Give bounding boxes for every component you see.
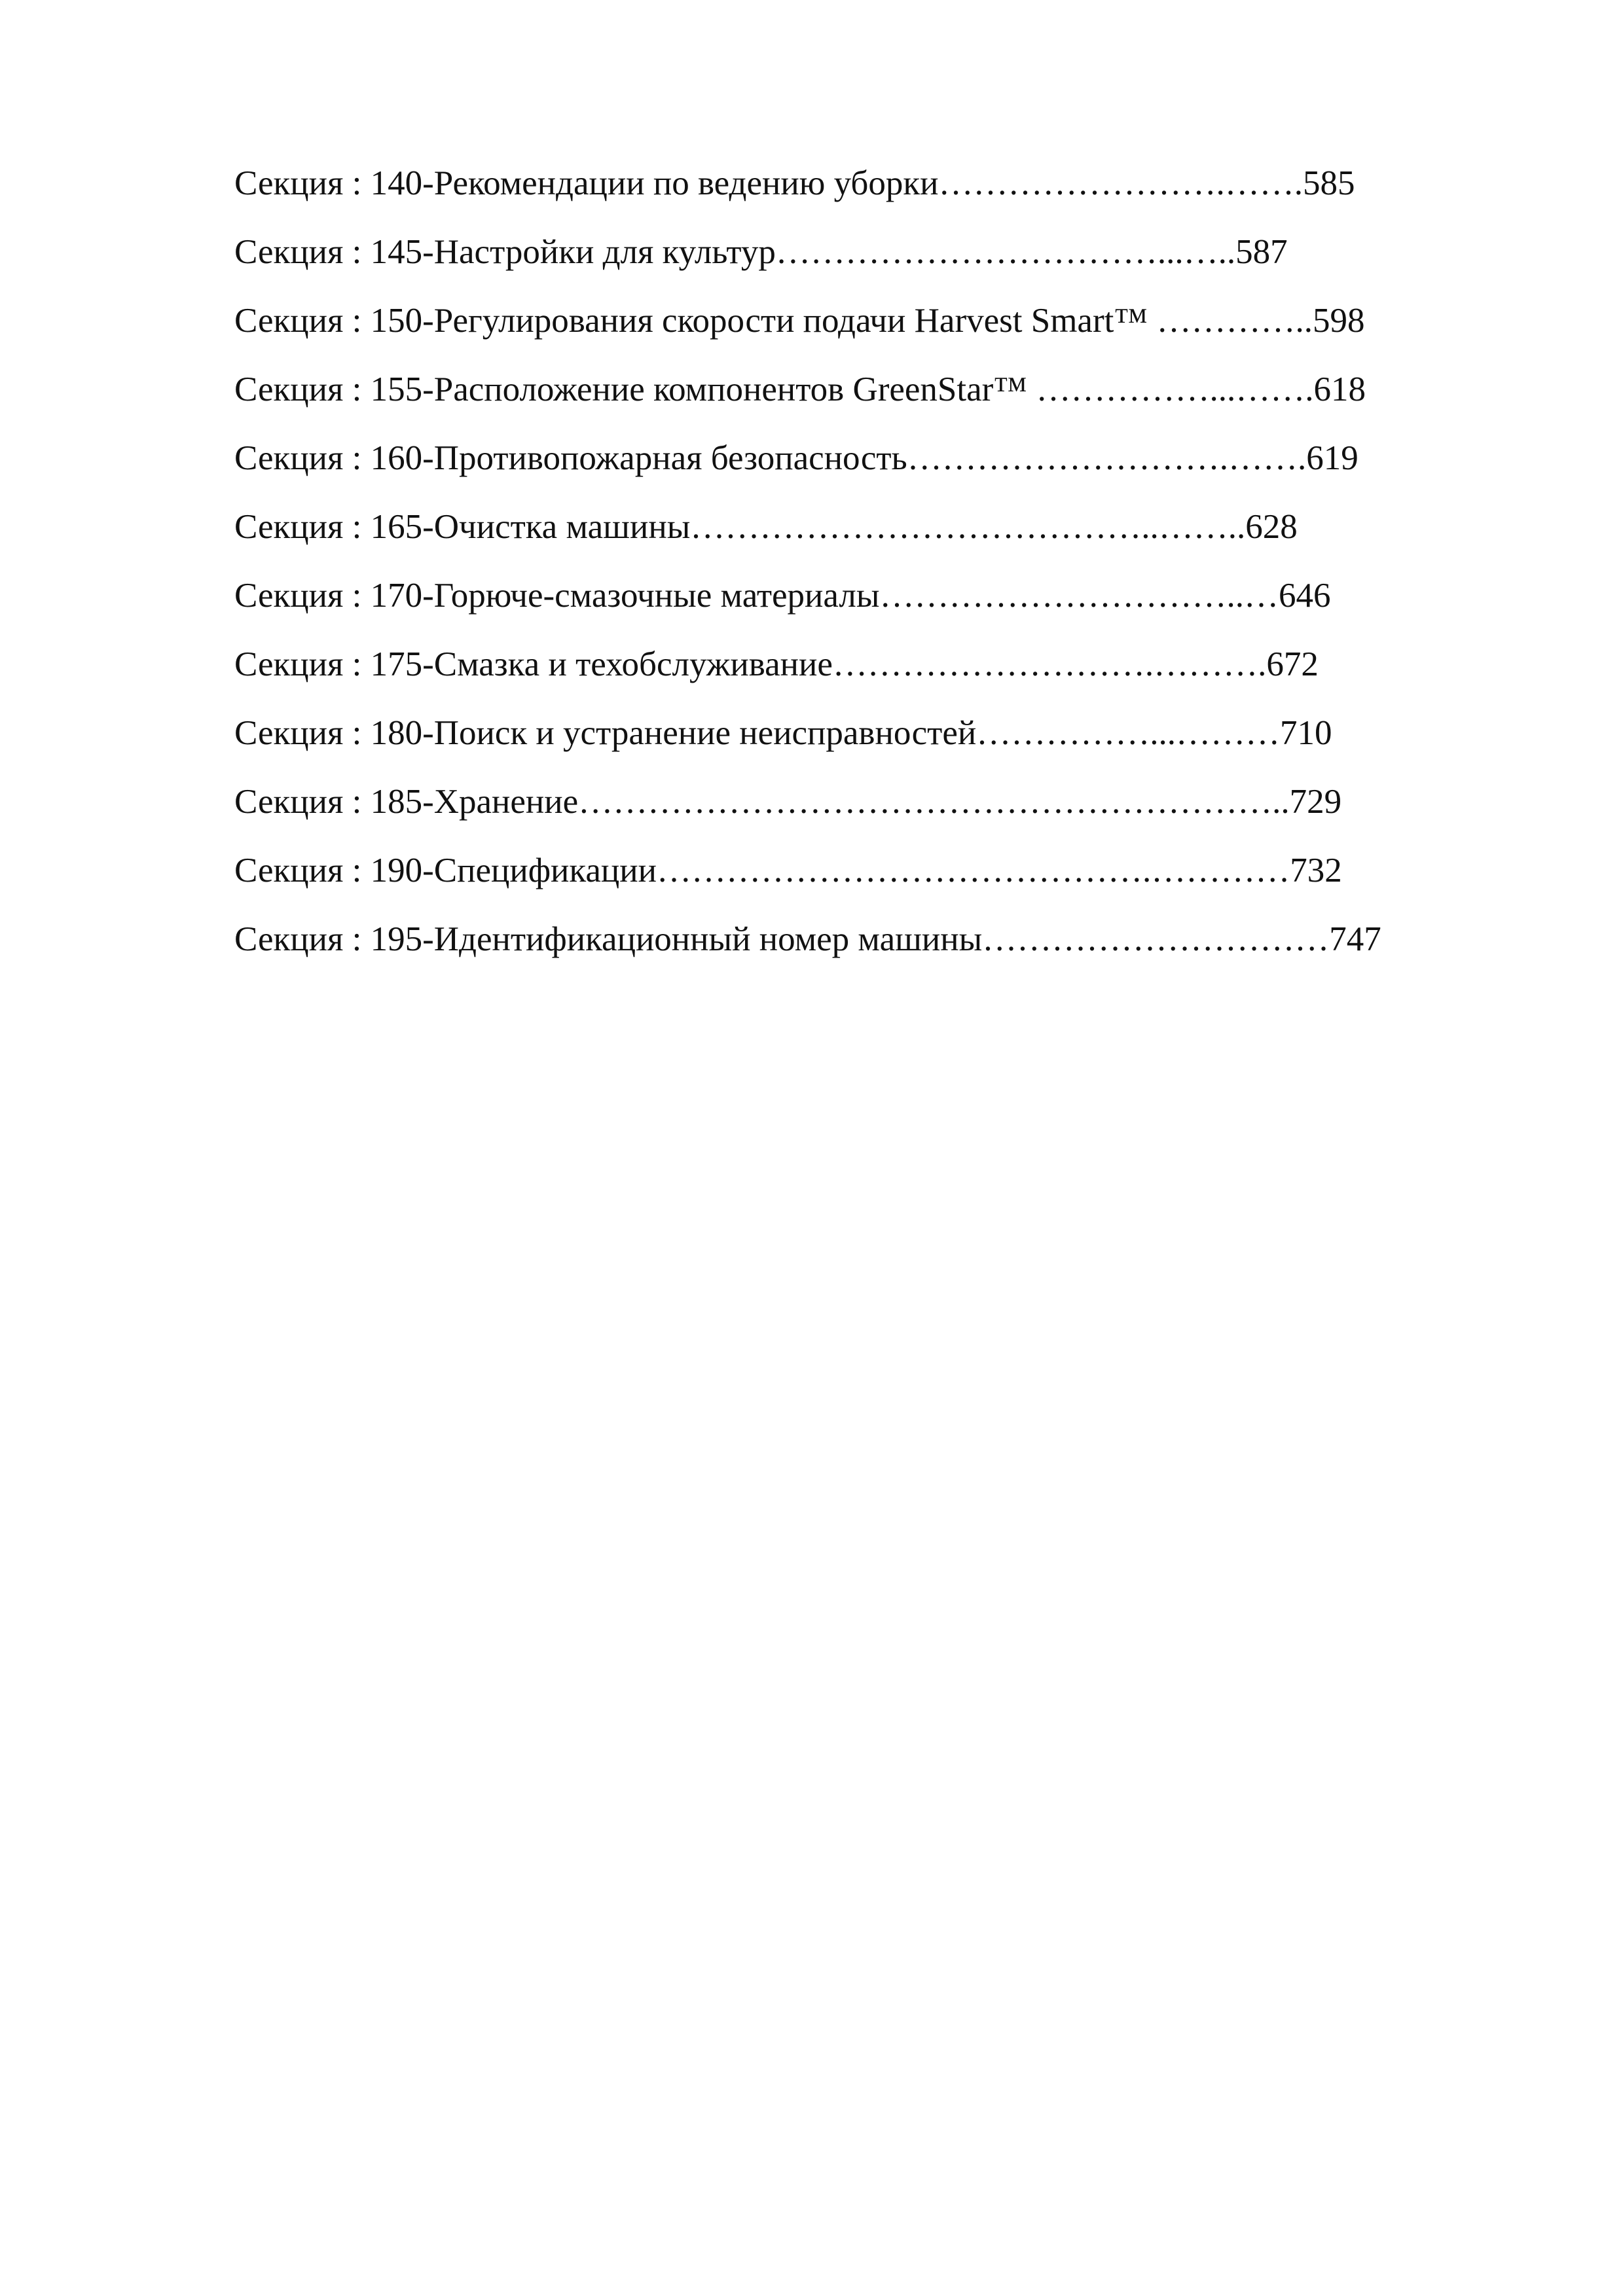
toc-entry-section-160: Секция : 160-Противопожарная безопасность……………………….…….619 — [234, 439, 1359, 477]
toc-entry-section-195: Секция : 195-Идентификационный номер машины…………………………747 — [234, 920, 1381, 958]
toc-entry-section-165: Секция : 165-Очистка машины…………………………………..……..628 — [234, 508, 1298, 546]
toc-entry-section-145: Секция : 145-Настройки для культур……………………………...…..587 — [234, 233, 1288, 271]
toc-entry-section-150: Секция : 150-Регулирования скорости подачи Harvest Smart™ …………..598 — [234, 302, 1365, 340]
toc-entry-section-190: Секция : 190-Спецификации…………………………………….…………732 — [234, 852, 1342, 889]
toc-entry-section-185: Секция : 185-Хранение……………………………………………………..729 — [234, 783, 1342, 821]
toc-entry-section-175: Секция : 175-Смазка и техобслуживание……………………….……….672 — [234, 645, 1319, 683]
table-of-contents — [234, 149, 1504, 974]
toc-entry-section-140: Секция : 140-Рекомендации по ведению уборки…………………….…….585 — [234, 164, 1355, 202]
toc-entry-section-170: Секция : 170-Горюче-смазочные материалы…………………………..…646 — [234, 577, 1331, 615]
toc-entry-section-180: Секция : 180-Поиск и устранение неисправностей……………...………710 — [234, 714, 1332, 752]
toc-entry-section-155: Секция : 155-Расположение компонентов GreenStar™ ……………...…….618 — [234, 370, 1366, 408]
